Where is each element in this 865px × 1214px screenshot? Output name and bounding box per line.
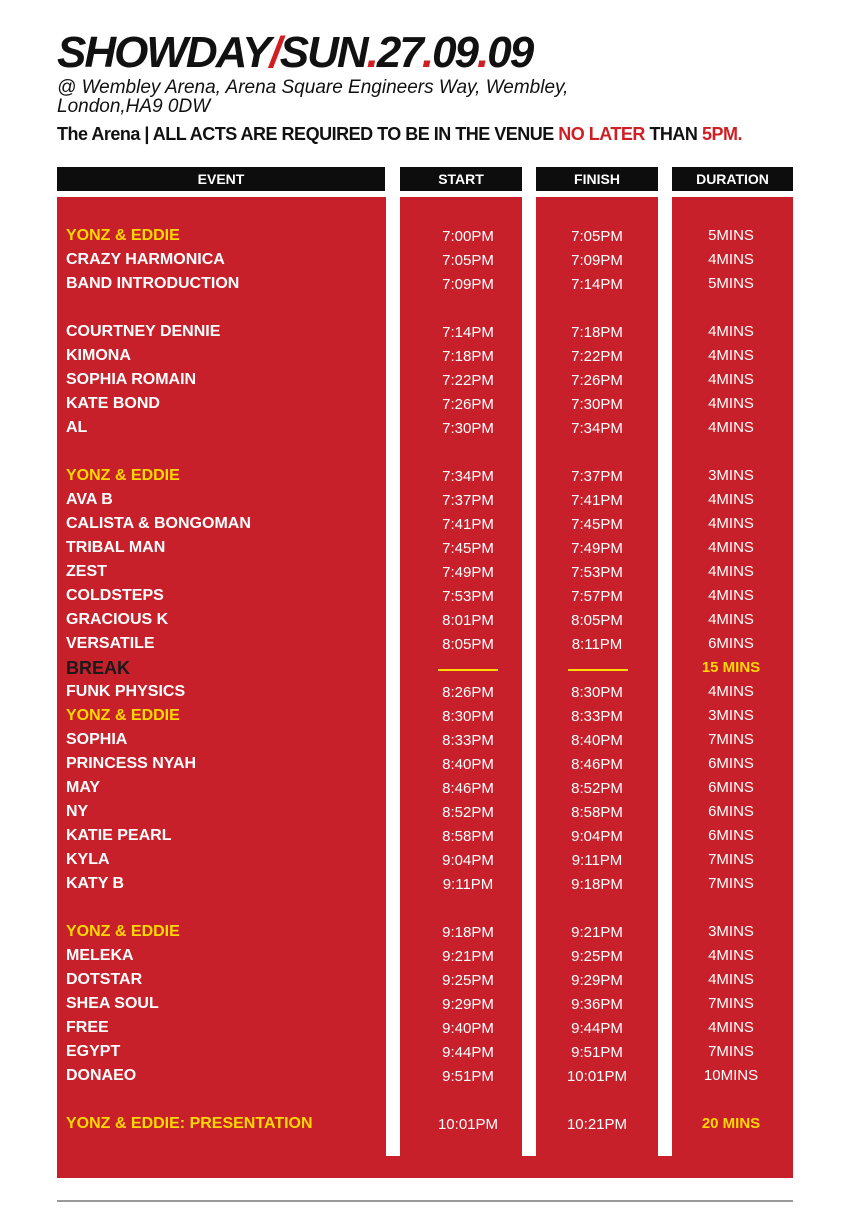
finish-time: 7:53PM: [571, 564, 623, 581]
schedule-row: [0, 464, 865, 488]
event-name: CALISTA & BONGOMAN: [66, 515, 251, 532]
start-time: 7:05PM: [442, 252, 494, 269]
start-time: 7:49PM: [442, 564, 494, 581]
title-dot: .: [421, 28, 433, 77]
schedule-row: [0, 920, 865, 944]
notice-text: THAN: [644, 124, 702, 144]
schedule-row: [0, 608, 865, 632]
duration: 3MINS: [708, 923, 754, 940]
start-time: 7:30PM: [442, 420, 494, 437]
finish-time: 7:49PM: [571, 540, 623, 557]
start-time: 9:40PM: [442, 1020, 494, 1037]
start-time: 10:01PM: [437, 1116, 499, 1133]
schedule-row: [0, 344, 865, 368]
schedule-row: [0, 368, 865, 392]
break-line: [568, 669, 628, 671]
start-time: 8:52PM: [442, 804, 494, 821]
duration: 4MINS: [708, 947, 754, 964]
duration: 4MINS: [708, 611, 754, 628]
schedule-row: [0, 872, 865, 896]
finish-time: 7:05PM: [571, 228, 623, 245]
start-time: 8:46PM: [442, 780, 494, 797]
title-date-day: 27: [376, 28, 422, 77]
finish-time: 9:25PM: [571, 948, 623, 965]
finish-time: 7:09PM: [571, 252, 623, 269]
notice-time: 5PM.: [701, 124, 742, 144]
title-showday: SHOWDAY: [57, 28, 270, 77]
column-header-finish: FINISH: [536, 167, 658, 191]
start-time: 7:26PM: [442, 396, 494, 413]
finish-time: 8:40PM: [571, 732, 623, 749]
start-time: 8:05PM: [442, 636, 494, 653]
finish-time: 10:01PM: [566, 1068, 628, 1085]
bottom-rule: [57, 1200, 793, 1202]
duration: 4MINS: [708, 563, 754, 580]
schedule-row: [0, 248, 865, 272]
duration: 15 MINS: [701, 659, 761, 676]
event-name: AVA B: [66, 491, 113, 508]
finish-time: 8:46PM: [571, 756, 623, 773]
start-time: 8:30PM: [442, 708, 494, 725]
title-date-month: 09: [432, 28, 478, 77]
duration: 4MINS: [708, 419, 754, 436]
start-time: 9:44PM: [442, 1044, 494, 1061]
duration: 4MINS: [708, 587, 754, 604]
event-name: FUNK PHYSICS: [66, 683, 186, 700]
schedule-row: [0, 1016, 865, 1040]
schedule-row: [0, 776, 865, 800]
start-time: 9:25PM: [442, 972, 494, 989]
finish-time: 7:37PM: [571, 468, 623, 485]
event-name: SHEA SOUL: [66, 995, 159, 1012]
start-time: 7:14PM: [442, 324, 494, 341]
event-name: COURTNEY DENNIE: [66, 323, 221, 340]
title-date-year: 09: [487, 28, 533, 77]
event-name: YONZ & EDDIE: PRESENTATION: [66, 1115, 313, 1132]
finish-time: 9:21PM: [571, 924, 623, 941]
finish-time: 8:05PM: [571, 612, 623, 629]
duration: 4MINS: [708, 515, 754, 532]
duration: 4MINS: [708, 539, 754, 556]
duration: 6MINS: [708, 803, 754, 820]
duration: 6MINS: [708, 635, 754, 652]
start-time: 8:33PM: [442, 732, 494, 749]
duration: 4MINS: [708, 395, 754, 412]
duration: 10MINS: [703, 1067, 759, 1084]
event-name: CRAZY HARMONICA: [66, 251, 225, 268]
event-name: KYLA: [66, 851, 110, 868]
break-line: [438, 669, 498, 671]
finish-time: 7:26PM: [571, 372, 623, 389]
schedule-row: [0, 584, 865, 608]
event-name: PRINCESS NYAH: [66, 755, 197, 772]
schedule-row: [0, 272, 865, 296]
duration: 5MINS: [708, 275, 754, 292]
finish-time: 9:18PM: [571, 876, 623, 893]
finish-time: 9:44PM: [571, 1020, 623, 1037]
event-name: KIMONA: [66, 347, 131, 364]
event-name: MELEKA: [66, 947, 134, 964]
event-name: COLDSTEPS: [66, 587, 164, 604]
event-name: SOPHIA ROMAIN: [66, 371, 197, 388]
finish-time: 9:36PM: [571, 996, 623, 1013]
duration: 4MINS: [708, 683, 754, 700]
start-time: 9:21PM: [442, 948, 494, 965]
column-header-duration: DURATION: [672, 167, 793, 191]
start-time: 7:45PM: [442, 540, 494, 557]
start-time: 8:40PM: [442, 756, 494, 773]
schedule-row: [0, 992, 865, 1016]
duration: 4MINS: [708, 347, 754, 364]
finish-time: 7:22PM: [571, 348, 623, 365]
title-slash: /: [269, 28, 280, 77]
schedule-row: [0, 224, 865, 248]
start-time: 7:41PM: [442, 516, 494, 533]
schedule-row: [0, 488, 865, 512]
start-time: 7:18PM: [442, 348, 494, 365]
schedule-row: [0, 632, 865, 656]
finish-time: 10:21PM: [566, 1116, 628, 1133]
event-name: YONZ & EDDIE: [66, 467, 180, 484]
schedule-row: [0, 968, 865, 992]
start-time: 9:11PM: [442, 876, 494, 893]
arrival-notice: [57, 124, 742, 145]
start-time: 8:26PM: [442, 684, 494, 701]
start-time: 7:09PM: [442, 276, 494, 293]
event-name: YONZ & EDDIE: [66, 707, 180, 724]
event-name: KATE BOND: [66, 395, 160, 412]
schedule-row: [0, 536, 865, 560]
duration: 4MINS: [708, 371, 754, 388]
start-time: 7:00PM: [442, 228, 494, 245]
finish-time: 8:58PM: [571, 804, 623, 821]
schedule-row: [0, 944, 865, 968]
event-name: ZEST: [66, 563, 107, 580]
duration: 7MINS: [708, 995, 754, 1012]
finish-time: 9:51PM: [571, 1044, 623, 1061]
schedule-footer-band: [57, 1156, 793, 1178]
start-time: 9:04PM: [442, 852, 494, 869]
event-name: NY: [66, 803, 89, 820]
start-time: 8:58PM: [442, 828, 494, 845]
finish-time: 8:11PM: [571, 636, 623, 653]
duration: 4MINS: [708, 251, 754, 268]
title-dot: .: [366, 28, 377, 77]
schedule-row: [0, 824, 865, 848]
duration: 20 MINS: [701, 1115, 761, 1132]
schedule-row: [0, 392, 865, 416]
duration: 6MINS: [708, 827, 754, 844]
start-time: 7:22PM: [442, 372, 494, 389]
event-name: AL: [66, 419, 88, 436]
event-name: DOTSTAR: [66, 971, 143, 988]
duration: 7MINS: [708, 875, 754, 892]
column-header-start: START: [400, 167, 522, 191]
finish-time: 8:30PM: [571, 684, 623, 701]
schedule-row: [0, 1040, 865, 1064]
schedule-row: [0, 416, 865, 440]
event-name: KATIE PEARL: [66, 827, 172, 844]
event-name: DONAEO: [66, 1067, 137, 1084]
event-name: KATY B: [66, 875, 125, 892]
event-name: VERSATILE: [66, 635, 155, 652]
duration: 4MINS: [708, 491, 754, 508]
schedule-row: [0, 680, 865, 704]
break-row: [0, 656, 865, 680]
duration: 5MINS: [708, 227, 754, 244]
start-time: 8:01PM: [442, 612, 494, 629]
start-time: 7:34PM: [442, 468, 494, 485]
finish-time: 7:45PM: [571, 516, 623, 533]
finish-time: 7:41PM: [571, 492, 623, 509]
finish-time: 9:04PM: [571, 828, 623, 845]
start-time: 9:29PM: [442, 996, 494, 1013]
schedule-row: [0, 1064, 865, 1088]
notice-text: The Arena | ALL ACTS ARE REQUIRED TO BE IN THE VENUE: [57, 124, 559, 144]
notice-emphasis: NO LATER: [558, 124, 645, 144]
event-name: EGYPT: [66, 1043, 121, 1060]
finish-time: 8:33PM: [571, 708, 623, 725]
finish-time: 7:57PM: [571, 588, 623, 605]
duration: 3MINS: [708, 707, 754, 724]
duration: 6MINS: [708, 755, 754, 772]
event-name: MAY: [66, 779, 101, 796]
page-title: [57, 28, 532, 78]
finish-time: 7:34PM: [571, 420, 623, 437]
finish-time: 9:11PM: [571, 852, 623, 869]
start-time: 9:51PM: [442, 1068, 494, 1085]
duration: 6MINS: [708, 779, 754, 796]
event-name: YONZ & EDDIE: [66, 923, 180, 940]
duration: 4MINS: [708, 1019, 754, 1036]
schedule-row: [0, 704, 865, 728]
duration: 7MINS: [708, 851, 754, 868]
finish-time: 8:52PM: [571, 780, 623, 797]
event-name: BAND INTRODUCTION: [66, 275, 240, 292]
event-name: YONZ & EDDIE: [66, 227, 180, 244]
duration: 4MINS: [708, 971, 754, 988]
event-name: FREE: [66, 1019, 109, 1036]
schedule-row: [0, 1112, 865, 1136]
event-name: BREAK: [66, 658, 131, 678]
event-name: SOPHIA: [66, 731, 128, 748]
start-time: 7:53PM: [442, 588, 494, 605]
column-header-event: EVENT: [57, 167, 385, 191]
start-time: 7:37PM: [442, 492, 494, 509]
schedule-row: [0, 320, 865, 344]
finish-time: 7:30PM: [571, 396, 623, 413]
event-name: TRIBAL MAN: [66, 539, 166, 556]
title-day: SUN: [279, 28, 367, 77]
finish-time: 9:29PM: [571, 972, 623, 989]
duration: 7MINS: [708, 731, 754, 748]
finish-time: 7:18PM: [571, 324, 623, 341]
schedule-row: [0, 800, 865, 824]
title-dot: .: [477, 28, 488, 77]
duration: 4MINS: [708, 323, 754, 340]
schedule-row: [0, 848, 865, 872]
duration: 7MINS: [708, 1043, 754, 1060]
event-name: GRACIOUS K: [66, 611, 169, 628]
schedule-row: [0, 728, 865, 752]
schedule-row: [0, 752, 865, 776]
venue-address: @ Wembley Arena, Arena Square Engineers Way, Wembley, London,HA9 0DW: [57, 77, 569, 117]
schedule-row: [0, 560, 865, 584]
schedule-row: [0, 512, 865, 536]
start-time: 9:18PM: [442, 924, 494, 941]
finish-time: 7:14PM: [571, 276, 623, 293]
duration: 3MINS: [708, 467, 754, 484]
